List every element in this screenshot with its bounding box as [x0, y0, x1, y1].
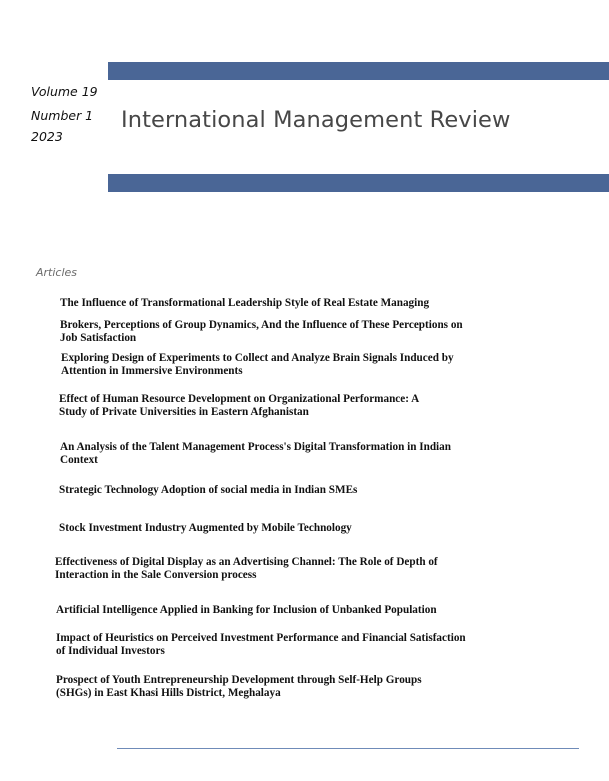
- article-entry-6[interactable]: [59, 484, 357, 497]
- article-title-line: Effectiveness of Digital Display as an Advertising Channel: The Role of Depth of: [55, 556, 438, 568]
- article-entry-7[interactable]: [59, 522, 352, 535]
- footer-divider: [117, 748, 579, 749]
- section-label-articles: Articles: [36, 266, 78, 279]
- article-entry-4[interactable]: [59, 393, 419, 418]
- article-title-line: of Individual Investors: [56, 644, 165, 657]
- journal-title: International Management Review: [121, 107, 511, 133]
- article-title-line: Interaction in the Sale Conversion process: [55, 568, 257, 581]
- article-title-line: Brokers, Perceptions of Group Dynamics, And the Influence of These Perceptions on: [60, 319, 463, 331]
- article-entry-10[interactable]: [56, 632, 466, 657]
- article-entry-8[interactable]: [55, 556, 438, 581]
- article-title-line: Prospect of Youth Entrepreneurship Development through Self-Help Groups: [56, 674, 422, 686]
- article-title-line: (SHGs) in East Khasi Hills District, Meghalaya: [56, 686, 281, 699]
- article-title-line: Impact of Heuristics on Perceived Investment Performance and Financial Satisfaction: [56, 632, 466, 644]
- article-entry-11[interactable]: [56, 674, 422, 699]
- article-title-line: Effect of Human Resource Development on Organizational Performance: A: [59, 393, 420, 405]
- article-title-line: Strategic Technology Adoption of social media in Indian SMEs: [59, 484, 358, 496]
- article-title-line: Job Satisfaction: [60, 331, 137, 344]
- article-title-line: An Analysis of the Talent Management Process's Digital Transformation in Indian: [60, 441, 451, 453]
- article-entry-5[interactable]: [60, 441, 451, 466]
- article-entry-3[interactable]: [61, 352, 454, 377]
- article-title-line: Stock Investment Industry Augmented by Mobile Technology: [59, 522, 352, 534]
- issue-number-label: Number 1: [31, 108, 94, 123]
- article-title-line: Context: [60, 453, 98, 466]
- year-label: 2023: [31, 129, 63, 144]
- article-entry-9[interactable]: [56, 604, 437, 617]
- article-entry-1[interactable]: [60, 297, 429, 310]
- article-title-line: Attention in Immersive Environments: [61, 364, 243, 377]
- article-title-line: Study of Private Universities in Eastern Afghanistan: [59, 405, 309, 418]
- volume-label: Volume 19: [31, 84, 98, 99]
- article-title-line: The Influence of Transformational Leadership Style of Real Estate Managing: [60, 297, 430, 309]
- article-title-line: Exploring Design of Experiments to Collect and Analyze Brain Signals Induced by: [61, 352, 454, 364]
- article-title-line: Artificial Intelligence Applied in Banking for Inclusion of Unbanked Population: [56, 604, 437, 616]
- header-band-bottom: [108, 174, 609, 192]
- header-band-top: [108, 62, 609, 80]
- article-entry-2[interactable]: [60, 319, 463, 344]
